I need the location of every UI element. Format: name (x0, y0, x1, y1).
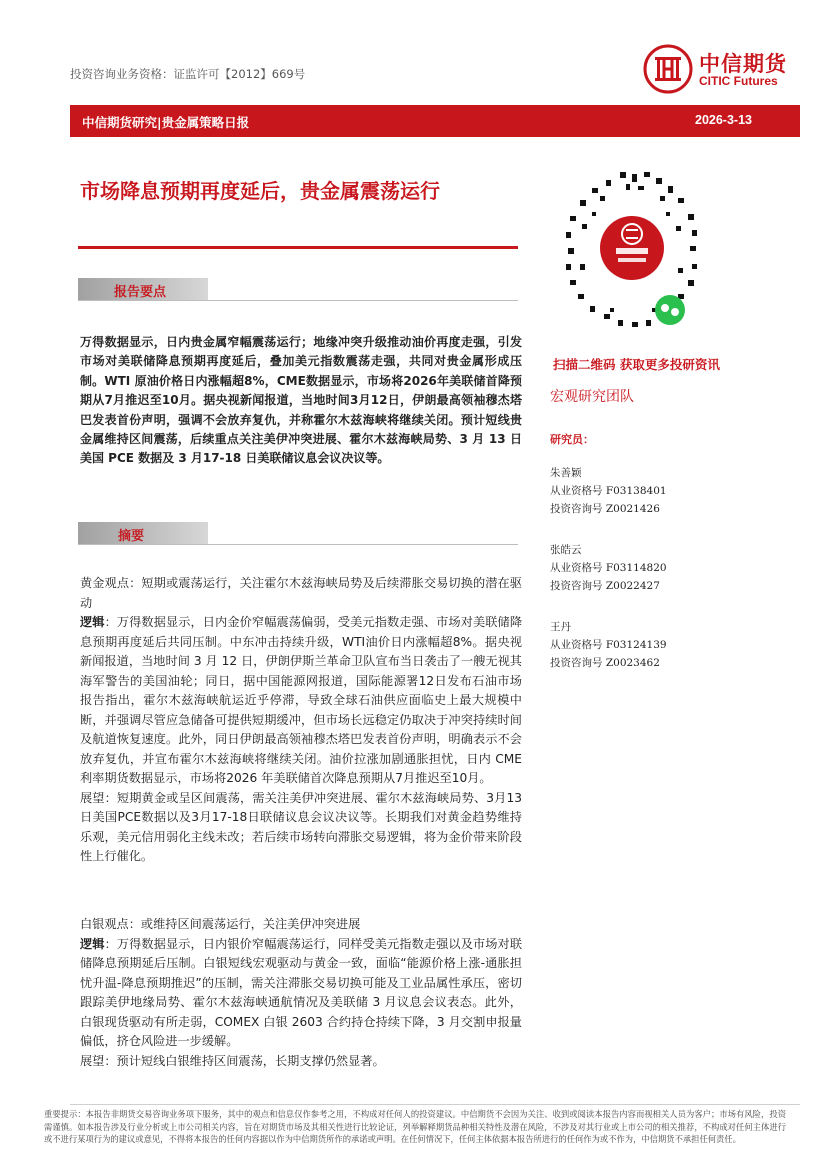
section-rule (78, 544, 518, 545)
researcher-advisor-id: 投资咨询号 Z0021426 (550, 503, 660, 515)
key-points-header (78, 278, 518, 300)
silver-outlook: 展望：预计短线白银维持区间震荡，长期支撑仍然显著。 (80, 1053, 385, 1068)
license-line: 投资咨询业务资格：证监许可【2012】669号 (70, 67, 306, 81)
gold-logic-label: 逻辑 (80, 615, 105, 629)
citic-logo (643, 44, 803, 96)
silver-logic (80, 935, 522, 1052)
researcher-name: 张皓云 (550, 544, 582, 556)
qr-code[interactable] (566, 172, 698, 344)
title-divider (78, 246, 518, 249)
silver-view: 白银观点：或维持区间震荡运行，关注美伊冲突进展 (80, 917, 361, 931)
gold-logic-text: ：万得数据显示，日内金价窄幅震荡偏弱，受美元指数走强、市场对美联储降息预期再度延后共同压制。中东冲击持续升级，WTI油价日内涨幅超8%。据央视新闻报道，当地时间 3 月 12 日，伊朗伊斯兰革命卫队宣布当日袭击了一艘无视其海军警告的美国油轮；同日，据中国能源网报道，国际能源署12日发布石油市场报告指出，霍尔木兹海峡航运近乎停滞，导致全球石油供应面临史上最大规模中断，并强调尽管应急储备可提供短期缓冲，但市场长远稳定仍取决于冲突持续时间及航道恢复速度。此外，同日伊朗最高领袖穆杰塔巴发表首份声明，明确表示不会放弃复仇，并宣布霍尔木兹海峡将继续关闭。油价拉涨加剧通胀担忧，日内 CME 利率期货数据显示，市场将2026 年美联储首次降息预期从7月推迟至10月。 (80, 615, 523, 785)
gold-logic (80, 613, 522, 789)
silver-logic-label: 逻辑 (80, 936, 105, 951)
report-title: 市场降息预期再度延后，贵金属震荡运行 (80, 179, 440, 203)
researcher-cert: 从业资格号 F03124139 (550, 639, 667, 651)
silver-logic-text: ：万得数据显示，日内银价窄幅震荡运行，同样受美元指数走强以及市场对联储降息预期延后压制。白银短线宏观驱动与黄金一致，面临“能源价格上涨-通胀担忧升温-降息预期推迟”的压制，需关注滞胀交易切换可能及工业品属性承压，密切跟踪美伊地缘局势、霍尔木兹海峡通航情况及美联储 3 月议息会议表态。此外，白银现货驱动有所走弱，COMEX 白银 2603 合约持仓持续下降，3 月交割申报量偏低，挤仓风险进一步缓解。 (80, 936, 523, 1048)
researchers-label: 研究员： (550, 433, 594, 446)
footer-divider (70, 1104, 800, 1105)
summary-label: 摘要 (118, 529, 145, 544)
researcher-entry (550, 618, 667, 672)
report-date: 2026-3-13 (695, 113, 752, 127)
researcher-name: 王丹 (550, 621, 571, 633)
researcher-name: 朱善颖 (550, 467, 582, 479)
key-points-label: 报告要点 (114, 285, 167, 300)
researcher-entry (550, 541, 667, 595)
researcher-advisor-id: 投资咨询号 Z0023462 (550, 657, 660, 669)
summary-header (78, 522, 518, 544)
header-banner (70, 105, 800, 137)
gold-section (80, 574, 522, 867)
gold-outlook: 展望：短期黄金或呈区间震荡，需关注美伊冲突进展、霍尔木兹海峡局势、3月13日美国PCE数据以及3月17-18日联储议息会议决议等。长期我们对黄金趋势维持乐观，美元信用弱化主线未改；若后续市场转向滞胀交易逻辑，将为金价带来阶段性上行催化。 (80, 790, 522, 863)
citic-logo-icon (643, 44, 693, 94)
report-series: 中信期货研究|贵金属策略日报 (82, 115, 250, 130)
team-name: 宏观研究团队 (550, 389, 634, 405)
key-points-text: 万得数据显示，日内贵金属窄幅震荡运行；地缘冲突升级推动油价再度走强，引发市场对美联储降息预期再度延后，叠加美元指数震荡走强，共同对贵金属形成压制。WTI 原油价格日内涨幅超8%，CME数据显示，市场将2026年美联储首降预期从7月推迟至10月。据央视新闻报道，当地时间3月12日，伊朗最高领袖穆杰塔巴发表首份声明，强调不会放弃复仇，并称霍尔木兹海峡将继续关闭。预计短线贵金属维持区间震荡，后续重点关注美伊冲突进展、霍尔木兹海峡局势、3 月 13 日美国 PCE 数据及 3 月17-18 日美联储议息会议决议等。 (80, 335, 522, 466)
logo-english-name: CITIC Futures (699, 74, 778, 88)
logo-chinese-name: 中信期货 (699, 52, 787, 76)
silver-section (80, 915, 522, 1071)
gold-view: 黄金观点：短期或震荡运行，关注霍尔木兹海峡局势及后续滞胀交易切换的潜在驱动 (80, 576, 522, 610)
researcher-cert: 从业资格号 F03138401 (550, 485, 667, 497)
researcher-advisor-id: 投资咨询号 Z0022427 (550, 580, 660, 592)
section-rule (78, 300, 518, 301)
disclaimer: 重要提示：本报告非期货交易咨询业务项下服务，其中的观点和信息仅作参考之用，不构成对任何人的投资建议。中信期货不会因为关注、收到或阅读本报告内容而视相关人员为客户；市场有风险，投资需谨慎。如本报告涉及行业分析或上市公司相关内容，旨在对期货市场及其相关性进行比较论证，列举解释期货品种相关特性及潜在风险，不涉及对其行业或上市公司的相关推荐，不构成对任何主体进行或不进行某项行为的建议或意见，不得将本报告的任何内容据以作为中信期货所作的承诺或声明。在任何情况下，任何主体依据本报告所进行的任何作为或不作为，中信期货不承担任何责任。 (44, 1109, 786, 1145)
researcher-entry (550, 464, 667, 518)
qr-caption: 扫描二维码 获取更多投研资讯 (553, 357, 720, 372)
researcher-cert: 从业资格号 F03114820 (550, 562, 667, 574)
